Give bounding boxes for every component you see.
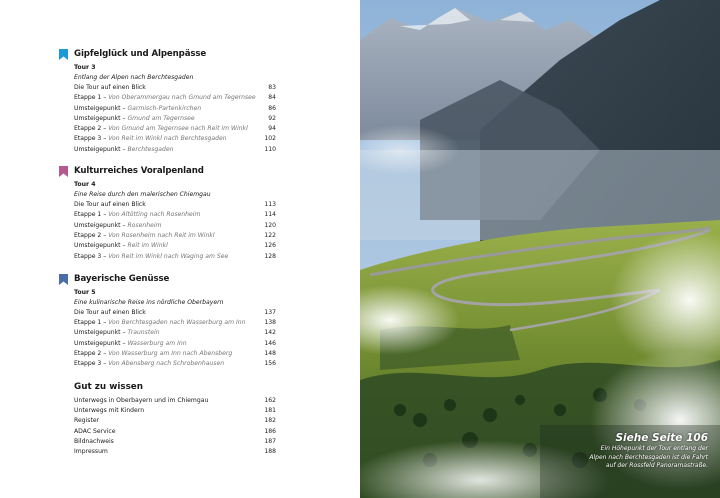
photo-caption [538, 432, 708, 471]
entry-label: Die Tour auf einen Blick [74, 308, 146, 316]
entry-label: Etappe 3 – [74, 360, 109, 368]
toc-section-tour-4 [74, 165, 276, 262]
entry-label: Umsteigepunkt – [74, 114, 128, 122]
entry-page: 94 [268, 125, 276, 133]
section-heading [74, 273, 276, 286]
toc-entry[interactable] [74, 114, 276, 124]
entry-route: Von Rosenheim nach Reit im Winkl [108, 231, 215, 239]
entry-label: Etappe 3 – [74, 135, 109, 143]
toc-entry[interactable] [74, 349, 276, 359]
entry-label: Umsteigepunkt – [74, 339, 128, 347]
toc-entry[interactable] [74, 83, 276, 93]
entry-page: 156 [264, 360, 276, 368]
entry-route: Reit im Winkl [127, 242, 168, 250]
caption-title: Siehe Seite 106 [615, 432, 708, 444]
bookmark-icon [59, 49, 68, 60]
entry-route: Von Berchtesgaden nach Wasserburg am Inn [108, 319, 246, 327]
toc-entry[interactable] [74, 328, 276, 338]
entry-route: Rosenheim [127, 221, 162, 229]
table-of-contents [74, 48, 276, 457]
toc-section-tour-5 [74, 273, 276, 370]
entry-page: 92 [268, 114, 276, 122]
entry-page: 122 [264, 231, 276, 239]
caption-line: auf der Rossfeld Panoramastraße. [605, 462, 708, 470]
entry-label: Etappe 2 – [74, 350, 109, 358]
bookmark-icon [59, 274, 68, 285]
section-title: Kulturreiches Voralpenland [74, 166, 204, 177]
tour-label: Tour 5 [74, 288, 96, 296]
entry-page: 138 [264, 319, 276, 327]
entry-label: Umsteigepunkt – [74, 329, 128, 337]
toc-entry[interactable] [74, 221, 276, 231]
toc-entry[interactable] [74, 359, 276, 369]
toc-entry[interactable] [74, 308, 276, 318]
section-title: Gipfelglück und Alpenpässe [74, 49, 207, 59]
toc-entry[interactable] [74, 145, 276, 155]
entry-label: Etappe 3 – [74, 252, 109, 260]
entry-page: 188 [264, 448, 276, 456]
entry-page: 186 [264, 427, 276, 435]
entry-page: 84 [268, 94, 276, 102]
toc-section-tour-3 [74, 48, 276, 155]
entry-route: Von Gmund am Tegernsee nach Reit im Winkl [108, 125, 248, 133]
tour-subtitle: Entlang der Alpen nach Berchtesgaden [74, 74, 194, 81]
entry-label: Register [74, 417, 100, 425]
tour-label: Tour 3 [74, 64, 96, 71]
entry-page: 86 [268, 104, 276, 112]
entry-label: Etappe 1 – [74, 211, 109, 219]
entry-page: 142 [264, 329, 276, 337]
entry-label: Impressum [74, 448, 108, 456]
entry-label: Die Tour auf einen Blick [74, 84, 146, 91]
toc-entry[interactable] [74, 427, 276, 437]
entry-route: Von Abensberg nach Schrobenhausen [108, 360, 225, 368]
section-title: Gut zu wissen [74, 381, 144, 392]
tour-subtitle: Eine kulinarische Reise ins nördliche Oberbayern [74, 298, 224, 306]
entry-route: Von Altötting nach Rosenheim [108, 211, 201, 219]
entry-page: 113 [264, 201, 276, 209]
entry-page: 128 [264, 252, 276, 260]
toc-entry[interactable] [74, 134, 276, 144]
section-heading [74, 165, 276, 178]
toc-entry[interactable] [74, 210, 276, 220]
entry-page: 181 [264, 406, 276, 414]
entry-route: Traunstein [127, 329, 160, 337]
entry-page: 102 [264, 135, 276, 143]
entry-page: 187 [264, 437, 276, 445]
toc-entry[interactable] [74, 318, 276, 328]
entry-route: Garmisch-Partenkirchen [127, 104, 202, 112]
entry-route: Gmund am Tegernsee [127, 114, 195, 122]
entry-page: 126 [264, 242, 276, 250]
entry-label: Etappe 2 – [74, 231, 109, 239]
entry-page: 83 [268, 84, 276, 91]
mountain-road-photo [360, 0, 720, 498]
entry-label: Etappe 1 – [74, 94, 109, 102]
entry-route: Wasserburg am Inn [127, 339, 187, 347]
entry-page: 110 [264, 145, 276, 153]
toc-entry[interactable] [74, 339, 276, 349]
entry-label: Umsteigepunkt – [74, 221, 128, 229]
toc-entry[interactable] [74, 231, 276, 241]
bookmark-icon [59, 166, 68, 177]
entry-page: 137 [264, 308, 276, 316]
entry-label: Umsteigepunkt – [74, 242, 128, 250]
entry-label: Unterwegs mit Kindern [74, 406, 145, 414]
entry-label: Bildnachweis [74, 437, 114, 445]
tour-subtitle: Eine Reise durch den malerischen Chiemgau [74, 191, 211, 199]
entry-label: Etappe 2 – [74, 125, 109, 133]
entry-route: Berchtesgaden [127, 145, 174, 153]
entry-label: Umsteigepunkt – [74, 145, 128, 153]
caption-line: Ein Höhepunkt der Tour entlang der [600, 445, 708, 452]
entry-route: Von Wasserburg am Inn nach Abensberg [108, 350, 233, 358]
toc-entry[interactable] [74, 124, 276, 134]
entry-page: 114 [264, 211, 276, 219]
toc-entry[interactable] [74, 200, 276, 210]
entry-route: Von Reit im Winkl nach Berchtesgaden [108, 135, 227, 143]
entry-route: Von Reit im Winkl nach Waging am See [108, 252, 229, 260]
section-heading [74, 48, 276, 61]
entry-page: 120 [264, 221, 276, 229]
toc-entry[interactable] [74, 104, 276, 114]
entry-page: 148 [264, 350, 276, 358]
entry-label: Unterwegs in Oberbayern und im Chiemgau [74, 396, 209, 404]
entry-page: 182 [264, 417, 276, 425]
entry-page: 162 [264, 396, 276, 404]
toc-entry[interactable] [74, 406, 276, 416]
photo-page [360, 0, 720, 498]
entry-label: ADAC Service [74, 427, 116, 435]
toc-entry[interactable] [74, 241, 276, 251]
tour-label: Tour 4 [74, 181, 96, 189]
caption-line: Alpen nach Berchtesgaden ist die Fahrt [589, 453, 708, 461]
toc-entry[interactable] [74, 416, 276, 426]
section-title: Bayerische Genüsse [74, 273, 170, 284]
toc-section-gut-zu-wissen [74, 381, 276, 458]
entry-label: Etappe 1 – [74, 319, 109, 327]
toc-entry[interactable] [74, 437, 276, 447]
toc-entry[interactable] [74, 396, 276, 406]
entry-label: Umsteigepunkt – [74, 104, 128, 112]
entry-route: Von Oberammergau nach Gmund am Tegernsee [108, 94, 256, 102]
toc-entry[interactable] [74, 252, 276, 262]
toc-entry[interactable] [74, 447, 276, 457]
entry-label: Die Tour auf einen Blick [74, 201, 146, 209]
toc-entry[interactable] [74, 93, 276, 103]
entry-page: 146 [264, 339, 276, 347]
